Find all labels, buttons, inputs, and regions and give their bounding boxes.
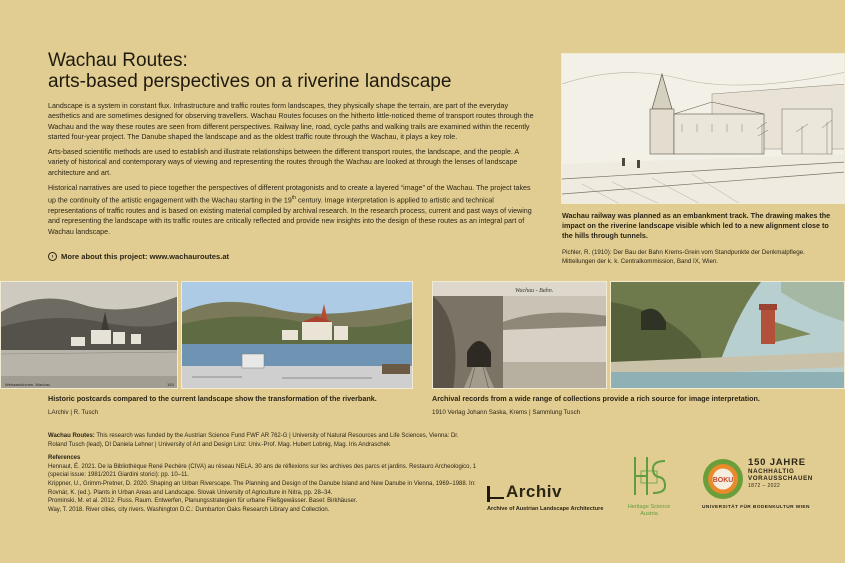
historic-postcard-image <box>0 281 178 389</box>
project-link[interactable] <box>48 252 229 261</box>
drawing-caption-block <box>562 211 834 266</box>
footer-text <box>48 432 478 514</box>
current-landscape-image <box>181 281 413 389</box>
reference-item: Way, T. 2018. River cities, city rivers. Washington D.C.: Dumbarton Oaks Research Library and Collection. <box>48 506 330 513</box>
boku-line-3: VORAUSSCHAUEN <box>748 475 813 482</box>
arrow-right-icon: › <box>48 252 57 261</box>
tunnel-postcard-photo <box>433 282 607 389</box>
page-title <box>48 50 518 92</box>
boku-anniversary: 150 JAHRE <box>748 457 806 468</box>
larchiv-subtitle: Archive of Austrian Landscape Architecture <box>487 506 604 512</box>
archival-credit: 1910 Verlag Johann Saska, Krems | Sammlung Tusch <box>432 409 581 416</box>
references-heading: References <box>48 455 81 462</box>
intro-paragraph-2: Arts-based scientific methods are used to establish and illustrate relationships between the different transport routes, the landscape, and the people. A variety of historical and contemporary ways of viewing and representing the routes through the Wachau are looked at through the lenses of landscape architecture and art. <box>48 148 519 177</box>
archival-tunnel-postcard <box>432 281 607 389</box>
heritage-science-icon <box>629 455 669 497</box>
boku-badge-icon <box>702 458 744 500</box>
current-landscape-photo <box>182 282 413 389</box>
archival-postcard-label: Wachau - Bahn. <box>515 288 554 294</box>
l-mark-icon <box>487 486 490 502</box>
railway-sketch-drawing <box>562 54 845 204</box>
archival-caption-block <box>432 394 832 417</box>
postcard-label: Weissenkirchen, Wachau <box>5 382 50 387</box>
reference-item: Hennaut, É. 2021. De la Bibliothèque René Pechère (CIVA) au réseau NELA. 30 ans de réflexions sur les archives des parcs et jardins. Restauro Archeologico, 1 (special issue: 1981/2021 Giardini storici): pp. 10–11. <box>48 463 477 479</box>
boku-university-name: UNIVERSITÄT FÜR BODENKULTUR WIEN <box>702 505 810 510</box>
svg-text:BOKU: BOKU <box>712 477 734 484</box>
postcards-credit: LArchiv | R. Tusch <box>48 409 99 416</box>
heritage-science-subtitle: Heritage Science Austria <box>627 504 671 517</box>
funding-statement: Wachau Routes: This research was funded by the Austrian Science Fund FWF AR 762-G | University of Natural Resources and Life Sciences, Vienna: Dr. Roland Tusch (lead), DI Daniela Lehner | University of Art and Design Linz: Univ.-Prof. Mag. Hubert Lobnig, Mag. Iris Andraschek <box>48 433 459 448</box>
boku-years: 1872 – 2022 <box>748 483 781 489</box>
drawing-credit: Pichler, R. (1910): Der Bau der Bahn Krems-Grein vom Standpunkte der Denkmalpflege. Mitteilungen der k. k. Centralkommission, Band IX, Wien. <box>562 249 805 265</box>
title-line-1: Wachau Routes: <box>48 50 188 71</box>
reference-item: Prominski, M. et al. 2012. Fluss. Raum. Entwerfen, Planungsstrategien für urbane Fließgewässer. Basel: Birkhäuser. <box>48 498 358 505</box>
intro-paragraph-3: Historical narratives are used to piece together the perspectives of different protagonists and to create a layered “image” of the Wachau. The project takes up the continuity of the artistic engagement with the Wachau starting in the 19th century. Image interpretation is applied to artistic and technical representations of traffic routes and is based on existing material compiled by archival research. In the research process, current and past ways of viewing and representing the landscape with its traffic routes are critically reflected and provide new insights into the design of these routes as an integral part of Wachau landscape. <box>48 184 532 236</box>
drawing-caption: Wachau railway was planned as an embankment track. The drawing makes the impact on the riverine landscape visible which led to a new alignment close to the hills through tunnels. <box>562 211 831 240</box>
boku-line-2: NACHHALTIG <box>748 468 795 475</box>
larchiv-logo <box>487 482 603 512</box>
archival-color-postcard <box>610 281 845 389</box>
heritage-science-logo <box>620 455 678 518</box>
project-link-text[interactable]: More about this project: www.wachauroutes.at <box>61 252 230 261</box>
archival-caption: Archival records from a wide range of collections provide a rich source for image interpretation. <box>432 394 760 403</box>
larchiv-mark: Archiv <box>506 482 562 501</box>
postcards-caption: Historic postcards compared to the current landscape show the transformation of the riverbank. <box>48 394 377 403</box>
postcards-caption-block <box>48 394 408 417</box>
historic-postcard-photo <box>1 282 178 389</box>
railway-sketch-image <box>561 53 845 204</box>
title-line-2: arts-based perspectives on a riverine landscape <box>48 71 452 92</box>
postcard-number: 153 <box>167 382 174 387</box>
boku-logo <box>702 457 813 510</box>
color-postcard-photo <box>611 282 845 389</box>
intro-paragraph-1: Landscape is a system in constant flux. Infrastructure and traffic routes form landscapes, they physically shape the terrain, are part of the everyday aesthetics and are sometimes designed for observing travellers. Wachau Routes focuses on the hitherto little-noticed theme of transport routes through the Wachau and the way these routes are seen from different perspectives. Railway line, road, cycle paths and walking trails are examined within the recently started four-year project. The Danube shaped the landscape and as the oldest traffic route through the Wachau, it plays a key role. <box>48 102 534 141</box>
intro-text <box>48 101 540 242</box>
reference-item: Krippner, U., Grimm-Pretner, D. 2020. Shaping an Urban Riverscape. The Planning and Design of the Danube Island and New Danube in Vienna, 1969–1988. In: Rovnár, K. (ed.). Plants in Urban Areas and Landscape. Slovak University of Agriculture in Nitra, pp. 28–34. <box>48 480 476 496</box>
